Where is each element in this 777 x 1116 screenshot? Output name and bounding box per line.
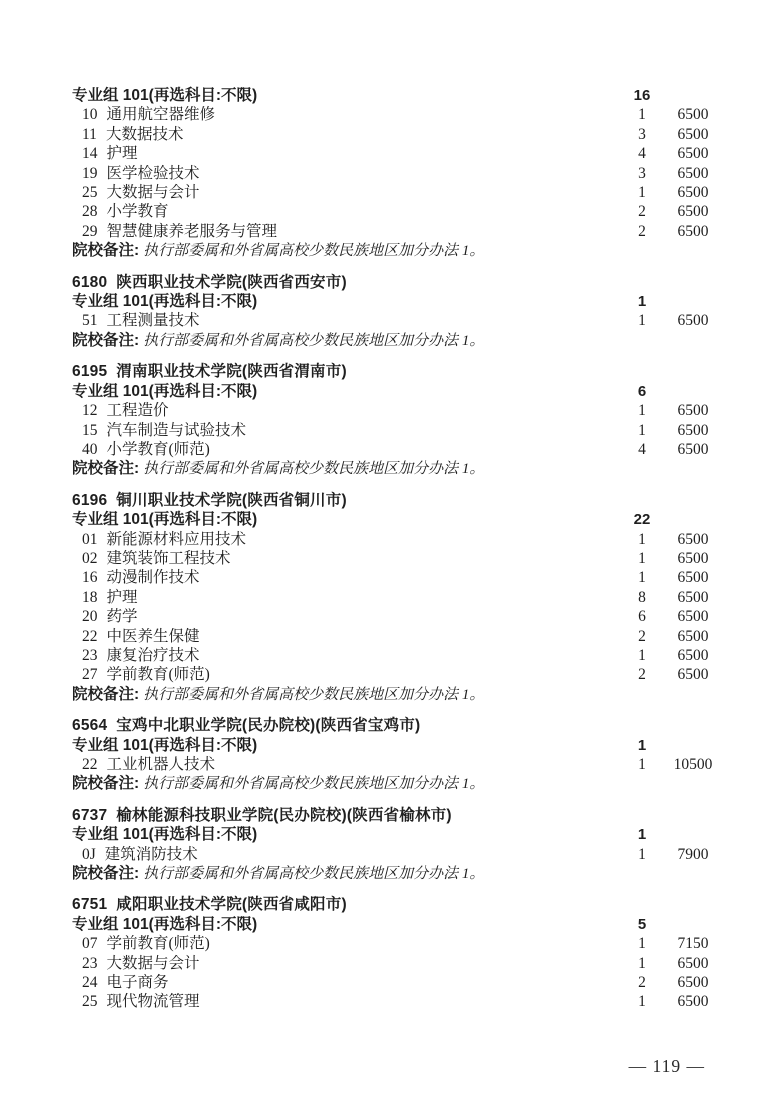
institution-code: 6564 [72,717,108,735]
institution-code: 6180 [72,273,108,291]
course-code: 18 [82,588,98,606]
course-row [72,627,722,646]
course-row [72,934,722,953]
remark-row [72,241,722,261]
course-name: 中医养生保健 [106,627,200,645]
course-fee: 6500 [677,222,709,240]
course-name: 小学教育(师范) [106,440,210,458]
course-fee: 6500 [677,954,709,972]
course-row [72,440,722,459]
course-code: 02 [82,549,98,567]
course-name-cell [72,568,620,587]
remark-row [72,459,722,479]
course-count: 2 [638,222,646,240]
course-name-cell [72,549,620,568]
course-name: 智慧健康养老服务与管理 [106,222,278,240]
course-row [72,164,722,183]
course-name: 大数据技术 [105,125,184,143]
course-fee: 6500 [677,608,709,626]
course-row [72,421,722,440]
course-name-cell [72,144,620,163]
group-count: 6 [637,382,647,400]
group-label: 专业组 101(再选科目:不限) [72,826,258,844]
course-name-cell [72,646,620,665]
course-fee: 6500 [677,627,709,645]
course-name-cell [72,105,620,124]
course-count: 3 [638,164,646,182]
course-name-cell [72,992,620,1011]
course-name: 医学检验技术 [106,164,200,182]
group-header-row [72,292,722,311]
course-count: 1 [638,402,646,420]
course-count: 1 [638,421,646,439]
group-header-row [72,382,722,401]
course-name: 通用航空器维修 [106,106,216,124]
group-label: 专业组 101(再选科目:不限) [72,87,258,104]
course-name: 学前教育(师范) [106,935,210,953]
course-count: 2 [638,627,646,645]
group-count: 16 [633,87,651,104]
course-row [72,183,722,202]
course-name-cell [72,440,620,459]
course-code: 23 [82,954,98,972]
institution-section [72,86,722,262]
course-row [72,549,722,568]
course-fee: 6500 [677,184,709,202]
course-row [72,530,722,549]
course-count: 4 [638,440,646,458]
institution-header [72,895,722,914]
course-count: 1 [638,954,646,972]
course-row [72,125,722,144]
remark-label: 院校备注: [72,242,140,260]
course-row [72,755,722,774]
course-code: 27 [82,666,98,684]
institution-name: 咸阳职业技术学院(陕西省咸阳市) [116,896,347,914]
course-code: 51 [82,312,98,330]
course-list [72,845,722,864]
course-row [72,845,722,864]
course-code: 25 [82,184,98,202]
course-count: 2 [638,666,646,684]
course-count: 1 [638,312,646,330]
course-name-cell [72,665,620,684]
institution-name: 陕西职业技术学院(陕西省西安市) [116,273,347,291]
course-list [72,311,722,330]
group-label: 专业组 101(再选科目:不限) [72,511,258,529]
course-name-cell [72,202,620,221]
course-fee: 6500 [677,666,709,684]
course-name-cell [72,222,620,241]
course-name: 建筑装饰工程技术 [106,549,231,567]
course-count: 1 [638,646,646,664]
course-name-cell [72,934,620,953]
group-header-row [72,510,722,529]
course-name-cell [72,183,620,202]
institution-code: 6751 [72,896,108,914]
course-fee: 6500 [677,164,709,182]
course-name-cell [72,311,620,330]
remark-label: 院校备注: [72,865,140,883]
institution-name: 榆林能源科技职业学院(民办院校)(陕西省榆林市) [116,806,452,824]
course-fee: 6500 [677,993,709,1011]
course-fee: 6500 [677,125,709,143]
group-header-row [72,86,722,105]
course-fee: 6500 [677,106,709,124]
institution-section [72,806,722,885]
course-count: 1 [638,935,646,953]
course-row [72,144,722,163]
course-name-cell [72,845,620,864]
remark-label: 院校备注: [72,460,140,478]
course-count: 4 [638,145,646,163]
course-row [72,105,722,124]
course-name: 工业机器人技术 [106,756,216,773]
course-count: 1 [638,756,646,773]
course-code: 40 [82,440,98,458]
course-count: 1 [638,106,646,124]
remark-text: 执行部委属和外省属高校少数民族地区加分办法 1。 [143,243,485,260]
remark-row [72,864,722,884]
institution-header [72,362,722,381]
course-row [72,222,722,241]
institution-name: 渭南职业技术学院(陕西省渭南市) [116,363,347,381]
course-count: 3 [638,125,646,143]
course-list [72,934,722,1012]
course-count: 1 [638,993,646,1011]
course-name-cell [72,607,620,626]
remark-text: 执行部委属和外省属高校少数民族地区加分办法 1。 [143,686,485,703]
course-name-cell [72,164,620,183]
remark-row [72,331,722,351]
course-list [72,105,722,241]
group-count: 1 [637,736,647,754]
course-name: 护理 [106,588,138,606]
course-name: 动漫制作技术 [106,569,200,587]
course-code: 07 [82,935,98,953]
group-label: 专业组 101(再选科目:不限) [72,293,258,311]
course-row [72,646,722,665]
course-code: 19 [82,164,98,182]
remark-label: 院校备注: [72,685,140,703]
course-fee: 7150 [677,935,709,953]
course-name: 新能源材料应用技术 [106,530,247,548]
course-row [72,588,722,607]
institution-name: 宝鸡中北职业学院(民办院校)(陕西省宝鸡市) [116,717,421,735]
course-count: 2 [638,974,646,992]
institution-header [72,273,722,292]
course-code: 22 [82,756,98,773]
course-fee: 6500 [677,974,709,992]
course-count: 6 [638,608,646,626]
course-list [72,401,722,459]
course-code: 24 [82,974,98,992]
course-count: 1 [638,549,646,567]
group-count: 5 [637,915,647,933]
group-label: 专业组 101(再选科目:不限) [72,382,258,400]
course-fee: 10500 [673,756,713,773]
course-name-cell [72,421,620,440]
course-row [72,992,722,1011]
course-count: 1 [638,569,646,587]
institution-section [72,362,722,479]
course-name-cell [72,530,620,549]
course-name: 工程造价 [106,402,169,420]
group-header-row [72,915,722,934]
course-code: 10 [82,106,98,124]
course-code: 25 [82,993,98,1011]
course-name-cell [72,588,620,607]
course-name: 建筑消防技术 [104,845,198,863]
remark-text: 执行部委属和外省属高校少数民族地区加分办法 1。 [143,776,485,793]
course-list [72,530,722,685]
course-row [72,973,722,992]
remark-label: 院校备注: [72,775,140,793]
course-code: 29 [82,222,98,240]
institution-header [72,806,722,825]
group-header-row [72,736,722,755]
course-code: 11 [82,125,97,143]
institution-section [72,895,722,1011]
remark-row [72,774,722,794]
course-name: 工程测量技术 [106,312,200,330]
page-number: — 119 — [628,1056,705,1076]
course-fee: 6500 [677,145,709,163]
institution-header [72,716,722,735]
institution-section [72,716,722,795]
course-name-cell [72,755,620,774]
course-count: 2 [638,203,646,221]
course-count: 1 [638,845,646,863]
course-name-cell [72,401,620,420]
course-count: 8 [638,588,646,606]
remark-text: 执行部委属和外省属高校少数民族地区加分办法 1。 [143,461,485,478]
remark-row [72,685,722,705]
group-label: 专业组 101(再选科目:不限) [72,915,258,933]
course-code: 15 [82,421,98,439]
course-name: 大数据与会计 [106,184,200,202]
course-row [72,401,722,420]
course-code: 23 [82,646,98,664]
group-count: 1 [637,826,647,844]
course-code: 16 [82,569,98,587]
course-fee: 6500 [677,569,709,587]
course-fee: 6500 [677,588,709,606]
course-name-cell [72,954,620,973]
course-fee: 6500 [677,646,709,664]
course-name: 药学 [106,608,138,626]
institution-section [72,273,722,352]
course-fee: 7900 [677,845,709,863]
course-list [72,755,722,774]
institution-section [72,491,722,705]
group-header-row [72,825,722,844]
remark-text: 执行部委属和外省属高校少数民族地区加分办法 1。 [143,332,485,349]
group-label: 专业组 101(再选科目:不限) [72,736,258,754]
course-row [72,954,722,973]
course-name: 学前教育(师范) [106,666,210,684]
institution-name: 铜川职业技术学院(陕西省铜川市) [116,491,347,509]
group-count: 22 [633,511,651,529]
group-count: 1 [637,293,647,311]
course-name: 电子商务 [106,974,169,992]
course-code: 0J [82,845,96,863]
course-code: 12 [82,402,98,420]
course-name: 康复治疗技术 [106,646,200,664]
course-code: 20 [82,608,98,626]
course-name-cell [72,627,620,646]
course-name-cell [72,973,620,992]
course-row [72,202,722,221]
remark-text: 执行部委属和外省属高校少数民族地区加分办法 1。 [143,866,485,883]
course-count: 1 [638,530,646,548]
course-row [72,568,722,587]
course-row [72,665,722,684]
course-fee: 6500 [677,312,709,330]
course-code: 01 [82,530,98,548]
course-fee: 6500 [677,421,709,439]
institution-code: 6196 [72,491,108,509]
institution-code: 6195 [72,363,108,381]
institution-header [72,491,722,510]
course-fee: 6500 [677,440,709,458]
course-name: 现代物流管理 [106,993,200,1011]
sections-container [72,86,722,1012]
course-code: 28 [82,203,98,221]
course-row [72,311,722,330]
course-name: 护理 [106,145,138,163]
course-code: 22 [82,627,98,645]
course-row [72,607,722,626]
institution-code: 6737 [72,806,108,824]
course-name-cell [72,125,620,144]
course-name: 大数据与会计 [106,954,200,972]
course-count: 1 [638,184,646,202]
course-fee: 6500 [677,203,709,221]
course-fee: 6500 [677,549,709,567]
course-fee: 6500 [677,530,709,548]
remark-label: 院校备注: [72,331,140,349]
course-fee: 6500 [677,402,709,420]
course-name: 汽车制造与试验技术 [106,421,247,439]
course-name: 小学教育 [106,203,169,221]
course-code: 14 [82,145,98,163]
